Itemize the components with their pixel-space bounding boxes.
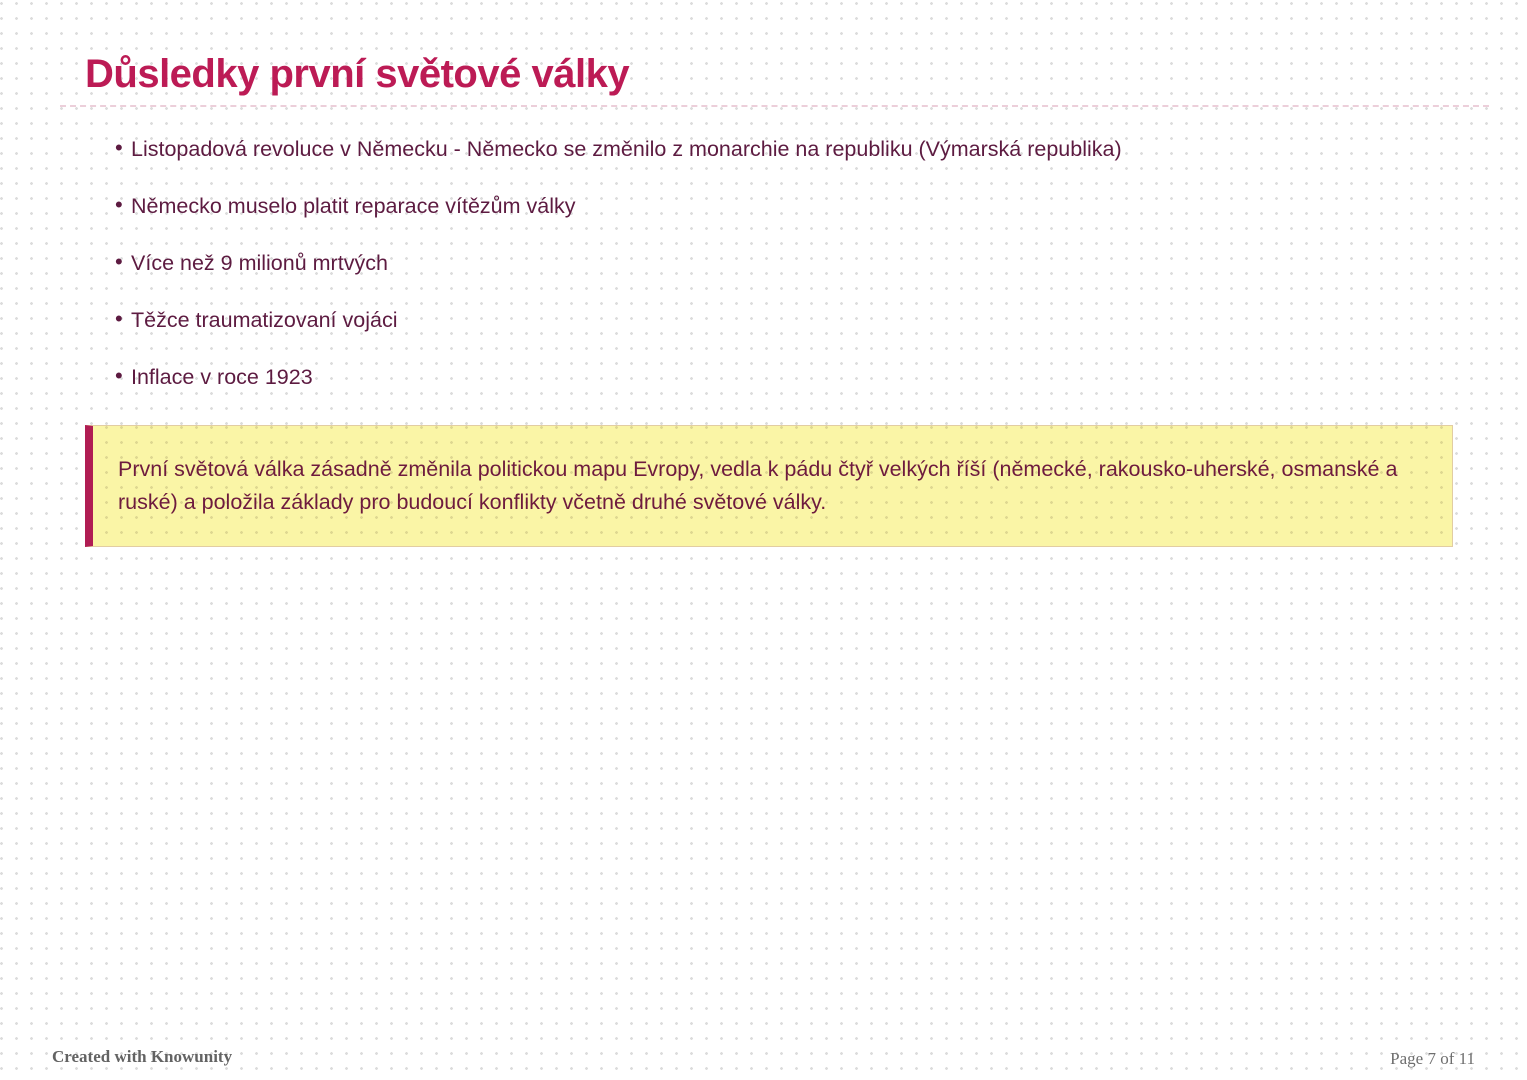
bullet-text: Listopadová revoluce v Německu - Německo se změnilo z monarchie na republiku (Výmarská republika) (131, 137, 1122, 161)
bullet-icon: • (115, 249, 123, 274)
bullet-text: Německo muselo platit reparace vítězům války (131, 194, 576, 218)
list-item (115, 306, 1467, 332)
title-divider (60, 105, 1489, 107)
list-item (115, 135, 1467, 161)
bullet-text: Inflace v roce 1923 (131, 365, 313, 389)
list-item (115, 249, 1467, 275)
bullet-text: Těžce traumatizovaní vojáci (131, 308, 398, 332)
page-title: Důsledky první světové války (85, 52, 630, 96)
list-item (115, 192, 1467, 218)
callout-text: První světová válka zásadně změnila politickou mapu Evropy, vedla k pádu čtyř velkých říší (německé, rakousko-uherské, osmanské a ruské) a položila základy pro budoucí konflikty včetně druhé světové války. (118, 457, 1398, 514)
bullet-icon: • (115, 363, 123, 388)
callout-box (85, 425, 1453, 547)
page-number: Page 7 of 11 (1390, 1049, 1475, 1068)
bullet-text: Více než 9 milionů mrtvých (131, 251, 388, 275)
footer-attribution: Created with Knowunity (52, 1047, 233, 1066)
bullet-icon: • (115, 192, 123, 217)
bullet-icon: • (115, 306, 123, 331)
list-item (115, 363, 1467, 389)
bullet-list (0, 135, 1527, 389)
bullet-icon: • (115, 135, 123, 160)
